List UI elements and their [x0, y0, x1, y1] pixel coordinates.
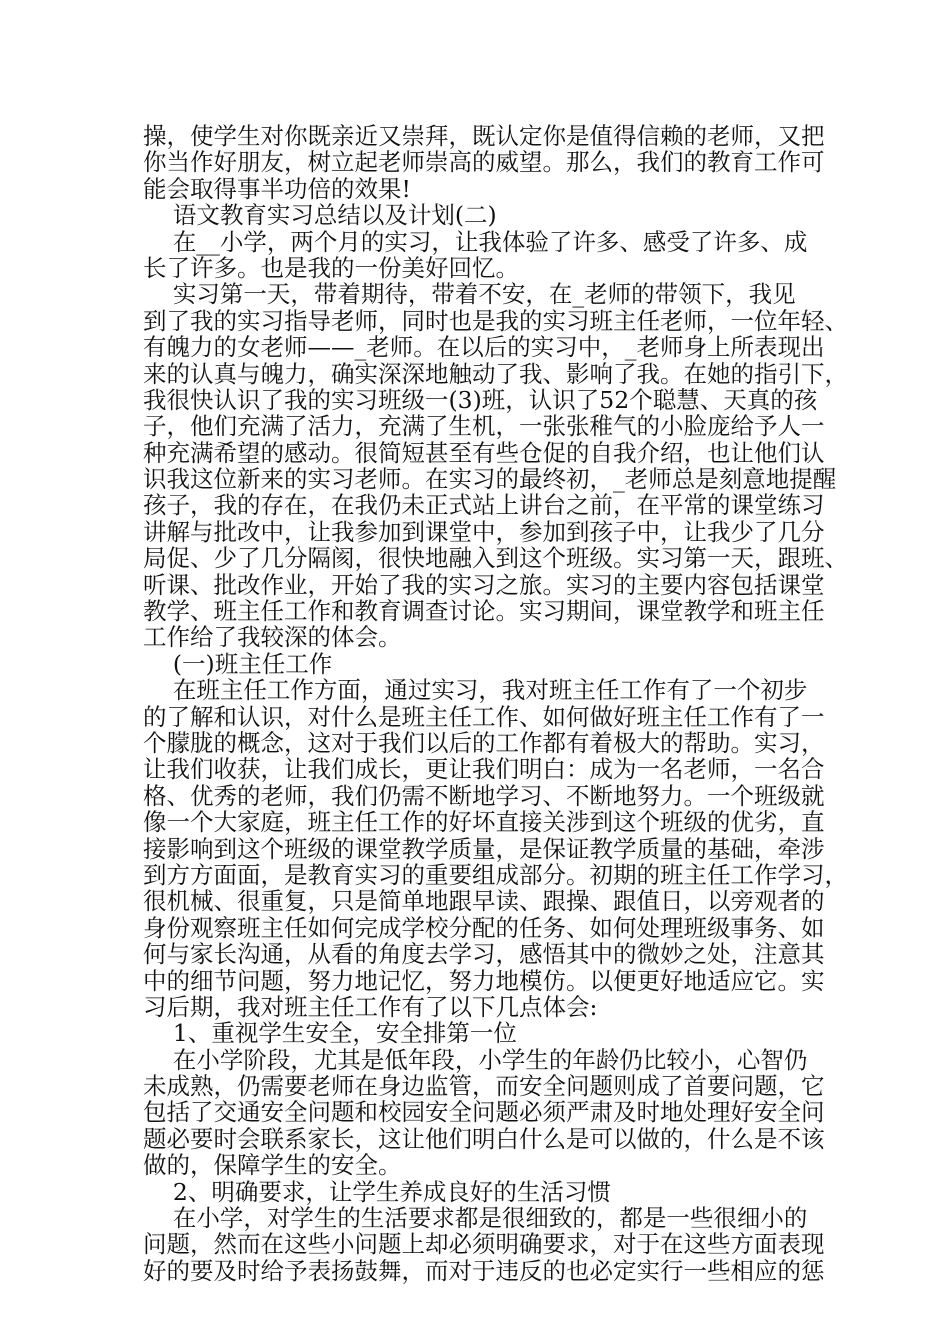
text-line: 的了解和认识，对什么是班主任工作、如何做好班主任工作有了一	[143, 702, 825, 731]
text-line: 局促、少了几分隔阂，很快地融入到这个班级。实习第一天，跟班、	[143, 544, 848, 573]
text-line: 到了我的实习指导老师，同时也是我的实习班主任老师，一位年轻、	[143, 306, 848, 335]
text-line: 身份观察班主任如何完成学校分配的任务、如何处理班级事务、如	[143, 913, 825, 942]
text-line: 教学、班主任工作和教育调查讨论。实习期间，课堂教学和班主任	[143, 597, 825, 626]
text-line: 我很快认识了我的实习班级一(3)班，认识了52个聪慧、天真的孩	[143, 385, 818, 414]
text-line: 你当作好朋友，树立起老师崇高的威望。那么，我们的教育工作可	[143, 148, 825, 177]
text-line: 在小学，对学生的生活要求都是很细致的，都是一些很细小的	[143, 1204, 808, 1233]
text-line: 来的认真与魄力，确实深深地触动了我、影响了我。在她的指引下，	[143, 359, 848, 388]
text-line: 好的要及时给予表扬鼓舞，而对于违反的也必定实行一些相应的惩	[143, 1256, 825, 1285]
text-line: 子，他们充满了活力，充满了生机，一张张稚气的小脸庞给予人一	[143, 412, 825, 441]
text-line: 到方方面面，是教育实习的重要组成部分。初期的班主任工作学习，	[143, 860, 848, 889]
text-line: 长了许多。也是我的一份美好回忆。	[143, 253, 519, 282]
text-line: 包括了交通安全问题和校园安全问题必须严肃及时地处理好安全问	[143, 1098, 825, 1127]
text-line: 做的，保障学生的安全。	[143, 1151, 402, 1180]
text-line: 能会取得事半功倍的效果!	[143, 174, 411, 203]
text-line: 2、明确要求，让学生养成良好的生活习惯	[143, 1177, 611, 1206]
body-text	[143, 122, 848, 1285]
text-line: 种充满希望的感动。很简短甚至有些仓促的自我介绍，也让他们认	[143, 438, 825, 467]
text-line: 工作给了我较深的体会。	[143, 623, 402, 652]
text-line: 像一个大家庭，班主任工作的好坏直接关涉到这个班级的优劣，直	[143, 808, 825, 837]
text-line: 孩子，我的存在，在我仍未正式站上讲台之前，在平常的课堂练习	[143, 491, 825, 520]
text-line: 接影响到这个班级的课堂教学质量，是保证教学质量的基础，牵涉	[143, 834, 825, 863]
text-line: 问题，然而在这些小问题上却必须明确要求，对于在这些方面表现	[143, 1230, 825, 1259]
text-line: 操，使学生对你既亲近又崇拜，既认定你是值得信赖的老师，又把	[143, 122, 825, 150]
text-line: 在班主任工作方面，通过实习，我对班主任工作有了一个初步	[143, 676, 808, 705]
text-line: 有魄力的女老师——_老师。在以后的实习中，_老师身上所表现出	[143, 333, 825, 362]
text-line: 格、优秀的老师，我们仍需不断地学习、不断地努力。一个班级就	[143, 781, 825, 810]
text-line: 在小学阶段，尤其是低年段，小学生的年龄仍比较小，心智仍	[143, 1045, 808, 1074]
text-line: 语文教育实习总结以及计划(二)	[143, 201, 497, 230]
text-line: 很机械、很重复，只是简单地跟早读、跟操、跟值日，以旁观者的	[143, 887, 825, 916]
text-line: 听课、批改作业，开始了我的实习之旅。实习的主要内容包括课堂	[143, 570, 825, 599]
text-line: 中的细节问题，努力地记忆，努力地模仿。以便更好地适应它。实	[143, 966, 825, 995]
text-line: 何与家长沟通，从看的角度去学习，感悟其中的微妙之处，注意其	[143, 940, 825, 969]
text-line: 习后期，我对班主任工作有了以下几点体会:	[143, 992, 598, 1021]
text-line: 识我这位新来的实习老师。在实习的最终初，_老师总是刻意地提醒	[143, 465, 837, 494]
text-line: 在__小学，两个月的实习，让我体验了许多、感受了许多、成	[143, 227, 808, 256]
text-line: 讲解与批改中，让我参加到课堂中，参加到孩子中，让我少了几分	[143, 517, 825, 546]
text-line: 实习第一天，带着期待，带着不安，在_老师的带领下，我见	[143, 280, 796, 309]
text-line: 让我们收获，让我们成长，更让我们明白：成为一名老师，一名合	[143, 755, 825, 784]
text-line: 个朦胧的概念，这对于我们以后的工作都有着极大的帮助。实习，	[143, 728, 825, 757]
text-line: 题必要时会联系家长，这让他们明白什么是可以做的，什么是不该	[143, 1124, 825, 1153]
text-line: (一)班主任工作	[143, 649, 333, 678]
text-line: 1、重视学生安全，安全排第一位	[143, 1019, 517, 1048]
text-line: 未成熟，仍需要老师在身边监管，而安全问题则成了首要问题，它	[143, 1072, 825, 1101]
